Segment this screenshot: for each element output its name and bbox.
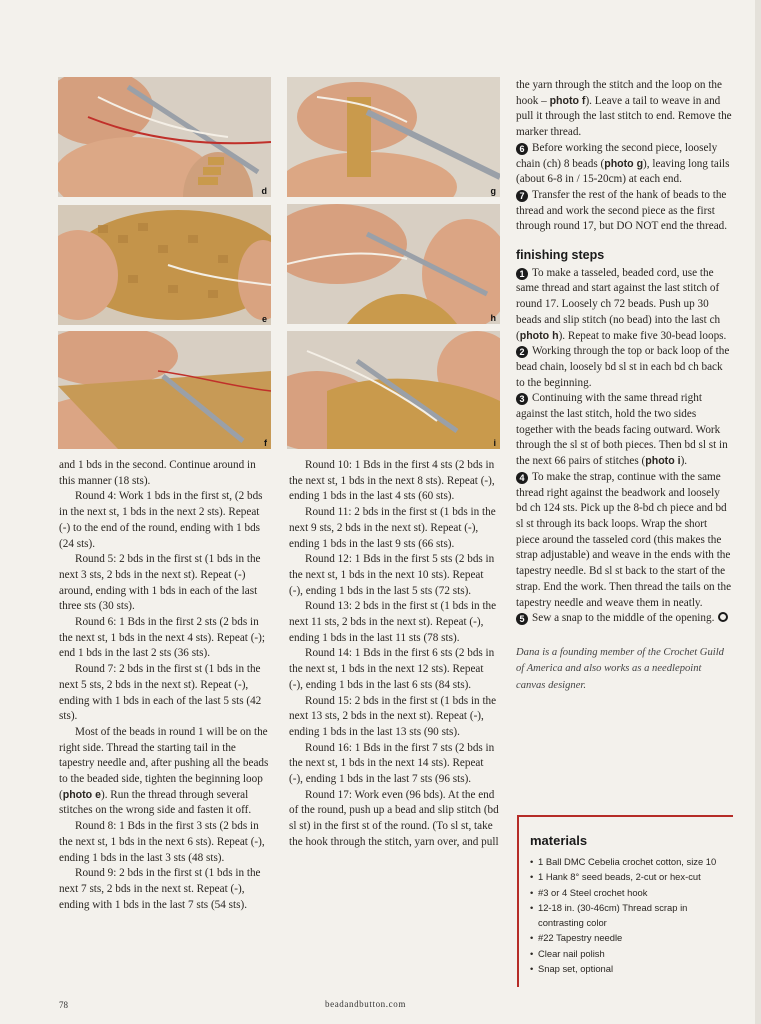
text-run: To make a tasseled, beaded cord, use the same thread and start against the last stitch of round 17. Loosely ch 72 beads. Push up 30 beads and slip stitch (no bead) into the last ch ( <box>516 266 721 342</box>
materials-title: materials <box>530 833 588 848</box>
paragraph: Round 4: Work 1 bds in the first st, (2 bds in the next st, 1 bds in the next 2 sts). Repeat (-) to the end of the round, ending with 1 bds (24 sts). <box>59 490 263 550</box>
materials-box <box>517 815 733 987</box>
paragraph: and 1 bds in the second. Continue around in this manner (18 sts). <box>59 459 256 487</box>
finishing-step-1 <box>516 266 732 345</box>
photo-reference: photo g <box>604 157 644 170</box>
paragraph: Round 13: 2 bds in the first st (1 bds in the next 11 sts, 2 bds in the next st). Repeat (-), ending 1 bds in the last 11 sts (78 sts). <box>289 600 497 644</box>
photo-reference: photo i <box>645 455 681 468</box>
paragraph <box>516 78 732 141</box>
materials-item: • #3 or 4 Steel crochet hook <box>530 885 733 900</box>
photo-reference: photo e <box>62 788 101 801</box>
step-number-badge: 3 <box>516 393 528 405</box>
paragraph: Round 10: 1 Bds in the first 4 sts (2 bds in the next st, 1 bds in the next 8 sts). Repeat (-), ending 1 bds in the last 4 sts (60 sts). <box>289 459 495 503</box>
photo-label: h <box>490 313 496 323</box>
text-run: ), leaving long tails (about 6-8 in / 15-20cm) at each end. <box>516 157 730 186</box>
text-run: Working through the top or back loop of the bead chain, loosely bd sl st in each bd ch back to the beginning. <box>516 345 730 389</box>
step-number-badge: 6 <box>516 143 528 155</box>
paragraph: Round 17: Work even (96 bds). At the end of the round, push up a bead and slip stitch (bd sl st) in the first st of the round. (To sl st, take the hook through the stitch, yarn over, and pull <box>289 788 499 848</box>
photo-label: e <box>261 314 267 324</box>
photo-reference: photo f <box>549 94 586 107</box>
materials-item: • Snap set, optional <box>530 961 733 976</box>
footer-site: beadandbutton.com <box>325 999 406 1009</box>
text-column-2 <box>289 458 499 851</box>
materials-item: • 1 Hank 8° seed beads, 2-cut or hex-cut <box>530 869 733 884</box>
text-run: Before working the second piece, loosely chain (ch) 8 beads ( <box>516 141 718 170</box>
text-run: ). Run the thread through several stitches on the wrong side and fasten it off. <box>59 788 252 817</box>
text-column-3 <box>516 78 732 694</box>
paragraph: Round 5: 2 bds in the first st (1 bds in the next 3 sts, 2 bds in the next st). Repeat (-) around, ending with 1 bds in each of the last three sts (30 sts). <box>59 553 261 613</box>
photo-e <box>58 205 271 325</box>
materials-item: • 1 Ball DMC Cebelia crochet cotton, size 10 <box>530 854 733 869</box>
text-run: ). Leave a tail to weave in and pull it through the last stitch to end. Remove the marker thread. <box>516 94 732 139</box>
end-mark-icon <box>718 612 728 622</box>
materials-list <box>530 854 733 976</box>
photo-d <box>58 77 271 197</box>
paragraph: Round 15: 2 bds in the first st (1 bds in the next 13 sts, 2 bds in the next st). Repeat (-), ending 1 bds in the last 13 sts (90 sts). <box>289 694 497 738</box>
paragraph: Round 6: 1 Bds in the first 2 sts (2 bds in the next st, 1 bds in the next 4 sts). Repeat (-); end 1 bds in the last 2 sts (36 sts). <box>59 616 265 660</box>
section-heading: finishing steps <box>516 248 605 263</box>
page-number: 78 <box>59 1000 68 1010</box>
photo-label: g <box>490 186 496 196</box>
finishing-step-3 <box>516 391 732 470</box>
finishing-step-2 <box>516 344 732 391</box>
step-number-badge: 4 <box>516 472 528 484</box>
paragraph: Round 8: 1 Bds in the first 3 sts (2 bds in the next st, 1 bds in the next 6 sts). Repeat (-), ending 1 bds in the last 3 sts (48 sts). <box>59 820 265 864</box>
photo-label: i <box>493 438 496 448</box>
photo-reference: photo h <box>519 329 559 342</box>
step-6 <box>516 141 732 188</box>
photo-label: f <box>264 438 267 448</box>
text-column-1 <box>59 458 273 913</box>
step-number-badge: 5 <box>516 613 528 625</box>
materials-item: • 12-18 in. (30-46cm) Thread scrap in contrasting color <box>530 900 733 931</box>
text-run: the yarn through the stitch and the loop on the hook – <box>516 79 722 107</box>
step-7 <box>516 188 732 235</box>
paragraph: Round 9: 2 bds in the first st (1 bds in the next 7 sts, 2 bds in the next st. Repeat (-), ending with 1 bds in the last 7 sts (54 sts). <box>59 867 261 911</box>
photo-f <box>58 331 271 449</box>
text-run: ). Repeat to make five 30-bead loops. <box>558 329 727 342</box>
photo-label: d <box>261 186 267 196</box>
step-number-badge: 1 <box>516 268 528 280</box>
paragraph: Round 7: 2 bds in the first st (1 bds in the next 5 sts, 2 bds in the next st). Repeat (-), ending with 1 bds in each of the last 5 sts (42 sts). <box>59 663 262 723</box>
photo-g <box>287 77 500 197</box>
paragraph: Round 16: 1 Bds in the first 7 sts (2 bds in the next st, 1 bds in the next 14 sts). Repeat (-), ending 1 bds in the last 7 sts (96 sts). <box>289 741 495 786</box>
text-run: Most of the beads in round 1 will be on the right side. Thread the starting tail in the tapestry needle and, after pushing all the beads to the beaded side, tighten the beginning loop ( <box>59 725 269 801</box>
materials-item: • #22 Tapestry needle <box>530 930 733 945</box>
step-number-badge: 2 <box>516 346 528 358</box>
paragraph: Round 11: 2 bds in the first st (1 bds in the next 9 sts, 2 bds in the next st). Repeat (-), ending 1 bds in the last 9 sts (66 sts). <box>289 506 496 550</box>
page-edge <box>755 0 761 1024</box>
text-run: Transfer the rest of the hank of beads to the thread and work the second piece as the first through round 17, but DO NOT end the thread. <box>516 188 728 233</box>
photo-i <box>287 331 500 449</box>
text-run: Sew a snap to the middle of the opening. <box>532 612 715 625</box>
finishing-step-4 <box>516 470 732 611</box>
text-run: ). <box>680 455 688 468</box>
finishing-step-5 <box>516 611 732 627</box>
paragraph: Round 14: 1 Bds in the first 6 sts (2 bds in the next st, 1 bds in the next 12 sts). Repeat (-), ending 1 bds in the last 6 sts (84 sts). <box>289 647 495 691</box>
text-run: Continuing with the same thread right against the last stitch, hold the two sides together with the beads facing outward. Work through the sl st of both pieces. Then bd sl st in the next 66 pairs of stitches ( <box>516 392 728 468</box>
paragraph <box>59 725 273 819</box>
text-run: To make the strap, continue with the same thread right against the beadwork and loosely bd ch 124 sts. Pick up the 8-bd ch piece and bd sl st through its back loops. Wrap the short piece around the tasseled cord (this makes the strap adjustable) and weave in the ends with the tapestry needle. Bd sl st back to the start of the strap. End the work. Then thread the tails on the tapestry needle and weave them in neatly. <box>516 470 732 609</box>
paragraph: Round 12: 1 Bds in the first 5 sts (2 bds in the next st, 1 bds in the next 10 sts). Repeat (-), ending 1 bds in the last 5 sts (72 sts). <box>289 553 495 597</box>
author-bio: Dana is a founding member of the Crochet Guild of America and also works as a needlepoint canvas designer. <box>516 646 724 691</box>
materials-item: • Clear nail polish <box>530 946 733 961</box>
step-number-badge: 7 <box>516 190 528 202</box>
photo-h <box>287 204 500 324</box>
